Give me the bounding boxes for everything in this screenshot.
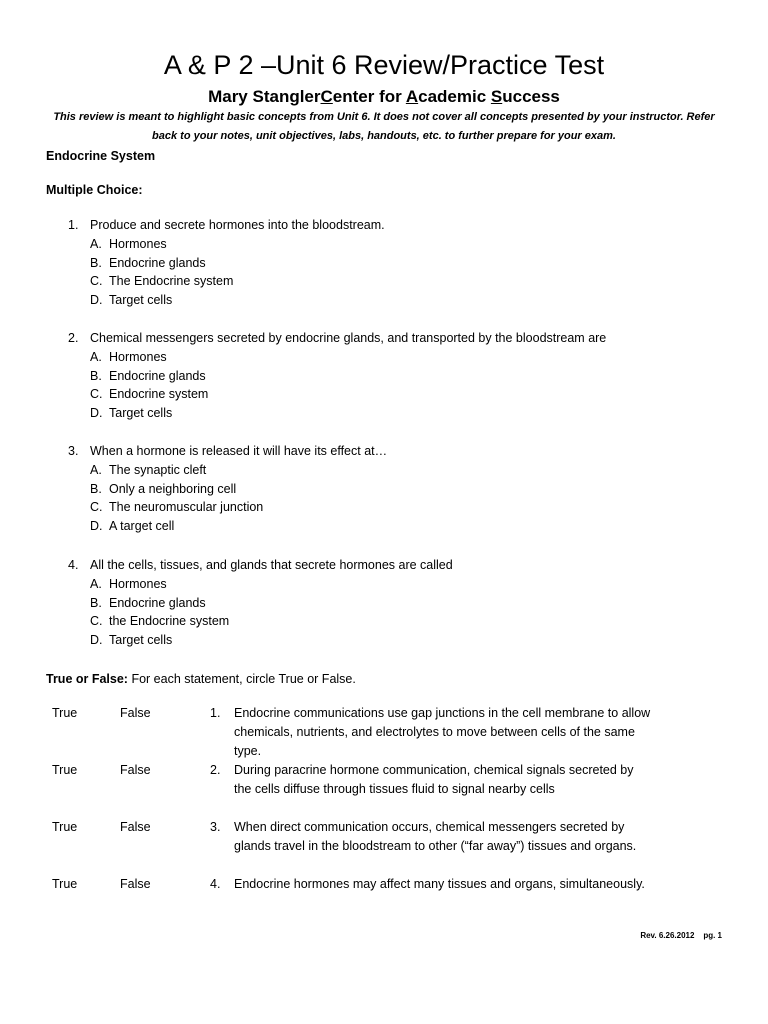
false-choice: False	[120, 877, 151, 891]
answer-option	[68, 517, 748, 536]
answer-option	[68, 498, 748, 517]
subtitle-part: uccess	[502, 87, 560, 106]
option-text: the Endocrine system	[109, 614, 230, 629]
true-false-heading	[46, 670, 356, 688]
option-text: A target cell	[109, 519, 175, 534]
option-letter: A.	[90, 576, 102, 591]
option-letter: B.	[90, 595, 102, 610]
question-text: Produce and secrete hormones into the bloodstream.	[90, 218, 385, 232]
option-text: Target cells	[109, 293, 173, 308]
answer-option	[68, 461, 748, 480]
statement-number: 1.	[210, 706, 221, 720]
option-text: Endocrine glands	[109, 368, 206, 383]
multiple-choice-heading: Multiple Choice:	[46, 183, 143, 197]
statement-text: During paracrine hormone communication, chemical signals secreted by the cells diffuse through tissues fluid to signal nearby cells	[234, 763, 634, 796]
option-text: Hormones	[109, 349, 167, 364]
true-false-instructions: For each statement, circle True or False.	[127, 672, 356, 686]
answer-option	[68, 291, 748, 310]
answer-option	[68, 575, 748, 594]
answer-option	[68, 594, 748, 613]
option-letter: B.	[90, 481, 102, 496]
mc-question	[68, 556, 748, 650]
subtitle-part: A	[405, 87, 419, 106]
answer-option	[68, 480, 748, 499]
option-letter: D.	[90, 293, 103, 308]
statement-text: Endocrine communications use gap junctions in the cell membrane to allow chemicals, nutrients, and electrolytes to move between cells of the same type.	[234, 706, 651, 758]
option-text: Target cells	[109, 633, 173, 648]
answer-option	[68, 272, 748, 291]
option-text: Only a neighboring cell	[109, 481, 237, 496]
option-letter: B.	[90, 255, 102, 270]
option-letter: A.	[90, 236, 102, 251]
question-number: 1.	[68, 218, 79, 232]
answer-option	[68, 348, 748, 367]
option-letter: D.	[90, 633, 103, 648]
answer-option	[68, 367, 748, 386]
true-choice: True	[52, 763, 78, 777]
false-choice: False	[120, 763, 151, 777]
option-text: Hormones	[109, 236, 167, 251]
option-letter: C.	[90, 387, 103, 402]
true-false-heading-label: True or False:	[46, 672, 128, 686]
statement-text: When direct communication occurs, chemical messengers secreted by glands travel in the bloodstream to other (“far away”) tissues and organs.	[234, 820, 637, 853]
page-subtitle	[0, 86, 768, 108]
question-text: All the cells, tissues, and glands that secrete hormones are called	[90, 558, 453, 572]
true-choice: True	[52, 706, 78, 720]
answer-option	[68, 254, 748, 273]
option-text: Endocrine system	[109, 387, 209, 402]
subtitle-part: cademic	[418, 87, 491, 106]
option-letter: A.	[90, 349, 102, 364]
subtitle-part: S	[490, 87, 503, 106]
answer-option	[68, 404, 748, 423]
answer-option	[68, 612, 748, 631]
option-letter: D.	[90, 406, 103, 421]
option-letter: A.	[90, 462, 102, 477]
statement-number: 4.	[210, 877, 221, 891]
option-text: The neuromuscular junction	[109, 500, 264, 515]
subtitle-part: enter for	[332, 87, 406, 106]
question-text: When a hormone is released it will have its effect at…	[90, 444, 388, 458]
false-choice: False	[120, 820, 151, 834]
answer-option	[68, 235, 748, 254]
section-title: Endocrine System	[46, 149, 156, 163]
question-number: 4.	[68, 558, 79, 572]
option-letter: C.	[90, 614, 103, 629]
option-text: Target cells	[109, 406, 173, 421]
intro-note: This review is meant to highlight basic concepts from Unit 6. It does not cover all concepts presented by your instructor. Refer back to your notes, unit objectives, labs, handouts, etc. to further prepare for your exam.	[53, 111, 715, 142]
page-title: A & P 2 –Unit 6 Review/Practice Test	[163, 50, 605, 80]
false-choice: False	[120, 706, 151, 720]
statement-text: Endocrine hormones may affect many tissues and organs, simultaneously.	[234, 877, 645, 891]
mc-question	[68, 216, 748, 310]
option-text: Endocrine glands	[109, 595, 206, 610]
answer-option	[68, 385, 748, 404]
option-text: The Endocrine system	[109, 274, 234, 289]
true-choice: True	[52, 877, 78, 891]
true-choice: True	[52, 820, 78, 834]
question-number: 2.	[68, 331, 79, 345]
mc-question	[68, 329, 748, 423]
page-footer: Rev. 6.26.2012 pg. 1	[640, 931, 722, 940]
question-text: Chemical messengers secreted by endocrine glands, and transported by the bloodstream are	[90, 331, 607, 345]
subtitle-part: C	[320, 87, 333, 106]
question-number: 3.	[68, 444, 79, 458]
option-letter: B.	[90, 368, 102, 383]
option-text: The synaptic cleft	[109, 462, 207, 477]
option-text: Endocrine glands	[109, 255, 206, 270]
option-letter: C.	[90, 274, 103, 289]
answer-option	[68, 631, 748, 650]
statement-number: 2.	[210, 763, 221, 777]
option-text: Hormones	[109, 576, 167, 591]
statement-number: 3.	[210, 820, 221, 834]
subtitle-part: Mary Stangler	[208, 87, 321, 106]
option-letter: D.	[90, 519, 103, 534]
mc-question	[68, 442, 748, 536]
option-letter: C.	[90, 500, 103, 515]
